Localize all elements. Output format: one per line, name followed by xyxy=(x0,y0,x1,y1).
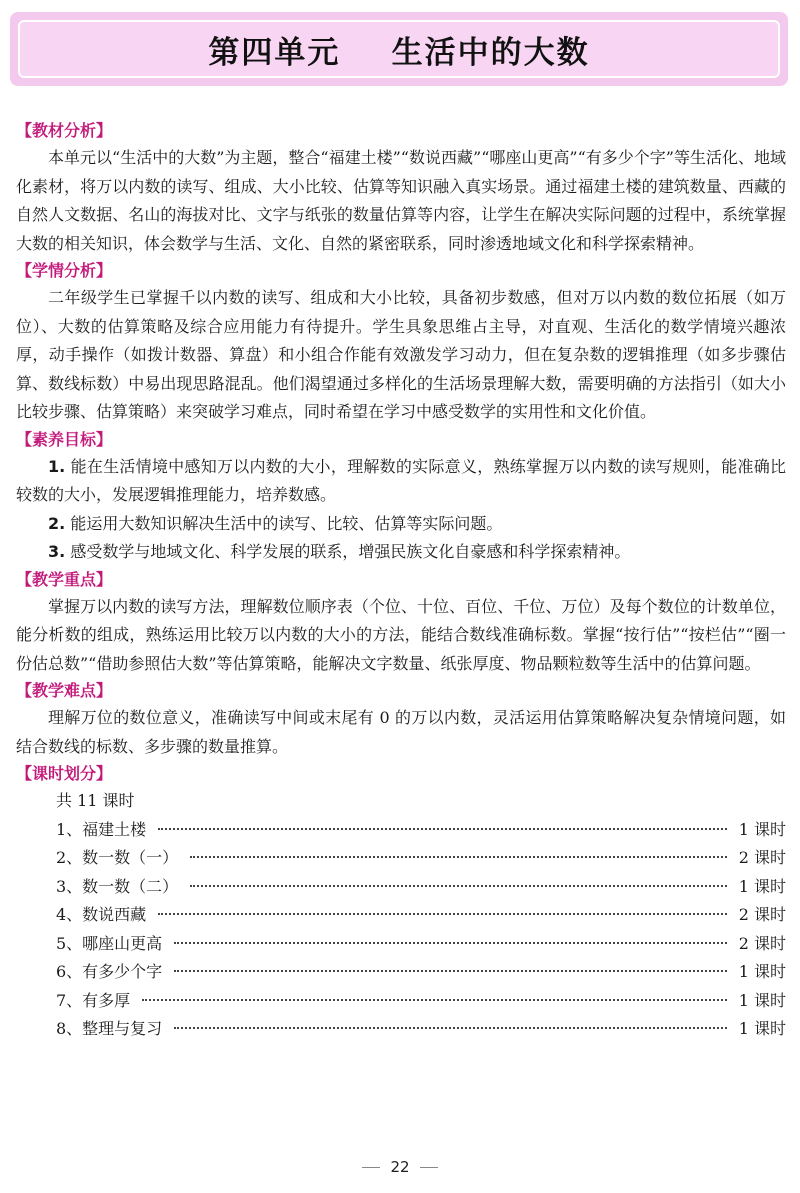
dot-leader xyxy=(190,885,727,887)
dot-leader xyxy=(174,1027,727,1029)
unit-title-frame xyxy=(18,20,780,78)
dot-leader xyxy=(190,856,727,858)
goal-text: 能运用大数知识解决生活中的读写、比较、估算等实际问题。 xyxy=(70,513,503,533)
page-footer xyxy=(0,1158,800,1176)
section-heading-students: 【学情分析】 xyxy=(16,261,113,280)
section-heading-key-points: 【教学重点】 xyxy=(16,569,113,589)
page-number: 22 xyxy=(390,1158,410,1176)
lesson-hours: 2 课时 xyxy=(738,933,786,953)
lesson-row xyxy=(16,816,786,845)
lesson-hours: 1 课时 xyxy=(738,1019,786,1038)
lesson-row xyxy=(16,844,786,873)
lesson-hours: 2 课时 xyxy=(738,905,786,924)
dot-leader xyxy=(158,828,727,830)
goal-text: 能在生活情境中感知万以内数的大小，理解数的实际意义，熟练掌握万以内数的读写规则，能准确比较数的大小，发展逻辑推理能力，培养数感。 xyxy=(16,456,786,504)
goal-item xyxy=(16,510,786,539)
lesson-hours: 1 课时 xyxy=(738,819,786,839)
goal-number: 2. xyxy=(48,513,66,533)
materials-paragraph: 本单元以“生活中的大数”为主题，整合“福建土楼”“数说西藏”“哪座山更高”“有多少个字”等生活化、地域化素材，将万以内数的读写、组成、大小比较、估算等知识融入真实场景。通过福建土楼的建筑数量、西藏的自然人文数据、名山的海拔对比、文字与纸张的数量估算等内容，让学生在解决实际问题的过程中，系统掌握大数的相关知识，体会数学与生活、文化、自然的紧密联系，同时渗透地域文化和科学探索精神。 xyxy=(16,148,786,253)
goal-item xyxy=(16,538,786,567)
dot-leader xyxy=(174,942,727,944)
section-heading-difficulties: 【教学难点】 xyxy=(16,681,113,700)
difficulties-paragraph: 理解万位的数位意义，准确读写中间或末尾有 0 的万以内数，灵活运用估算策略解决复杂情境问题，如结合数线的标数、多步骤的数量推算。 xyxy=(16,708,786,756)
section-heading-goals: 【素养目标】 xyxy=(16,429,113,449)
lesson-row xyxy=(16,987,786,1016)
footer-dash-right xyxy=(420,1167,438,1168)
students-paragraph: 二年级学生已掌握千以内数的读写、组成和大小比较，具备初步数感，但对万以内数的数位拓展（如万位）、大数的估算策略及综合应用能力有待提升。学生具象思维占主导，对直观、生活化的数学情境兴趣浓厚，动手操作（如拨计数器、算盘）和小组合作能有效激发学习动力，但在复杂数的逻辑推理（如多步骤估算、数线标数）中易出现思路混乱。他们渴望通过多样化的生活场景理解大数，需要明确的方法指引（如大小比较步骤、估算策略）来突破学习难点，同时希望在学习中感受数学的实用性和文化价值。 xyxy=(16,288,786,421)
lesson-row xyxy=(16,873,786,902)
lesson-name: 8、整理与复习 xyxy=(56,1019,163,1038)
lesson-name: 3、数一数（二） xyxy=(56,876,179,896)
section-heading-materials: 【教材分析】 xyxy=(16,121,113,140)
dot-leader xyxy=(158,913,727,915)
lesson-name: 5、哪座山更高 xyxy=(56,933,163,953)
lesson-name: 6、有多少个字 xyxy=(56,962,163,981)
key-points-paragraph: 掌握万以内数的读写方法，理解数位顺序表（个位、十位、百位、千位、万位）及每个数位的计数单位，能分析数的组成，熟练运用比较万以内数的大小的方法，能结合数线准确标数。掌握“按行估”“按栏估”“圈一份估总数”“借助参照估大数”等估算策略，能解决文字数量、纸张厚度、物品颗粒数等生活中的估算问题。 xyxy=(16,596,786,673)
lesson-row xyxy=(16,901,786,930)
unit-title-banner xyxy=(10,12,788,86)
lesson-name: 4、数说西藏 xyxy=(56,905,147,924)
goal-number: 1. xyxy=(48,456,66,476)
total-lessons: 共 11 课时 xyxy=(56,791,135,810)
dot-leader xyxy=(142,999,727,1001)
footer-dash-left xyxy=(362,1167,380,1168)
section-heading-schedule: 【课时划分】 xyxy=(16,764,113,783)
lesson-name: 1、福建土楼 xyxy=(56,819,147,839)
lesson-hours: 2 课时 xyxy=(738,848,786,867)
unit-title: 第四单元 生活中的大数 xyxy=(208,34,590,71)
lesson-hours: 1 课时 xyxy=(738,962,786,981)
lesson-row xyxy=(16,958,786,987)
lesson-name: 7、有多厚 xyxy=(56,990,131,1010)
lesson-row xyxy=(16,930,786,959)
lesson-row xyxy=(16,1015,786,1044)
page-content xyxy=(16,118,786,1044)
lesson-hours: 1 课时 xyxy=(738,876,786,896)
lesson-name: 2、数一数（一） xyxy=(56,848,179,867)
goal-item xyxy=(16,453,786,510)
dot-leader xyxy=(174,970,727,972)
goal-number: 3. xyxy=(48,542,66,561)
lesson-hours: 1 课时 xyxy=(738,990,786,1010)
goal-text: 感受数学与地域文化、科学发展的联系，增强民族文化自豪感和科学探索精神。 xyxy=(70,542,631,561)
